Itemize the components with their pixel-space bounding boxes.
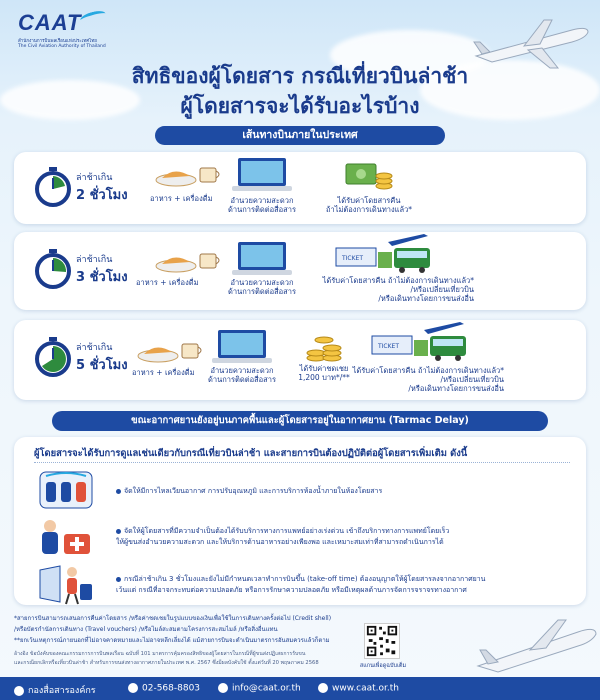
cabin-air-icon <box>36 468 96 512</box>
coins-icon <box>304 330 344 362</box>
money-icon <box>344 160 394 192</box>
delay-card-2h <box>14 152 586 224</box>
delay-label: ล่าช้าเกิน <box>76 343 113 353</box>
item-label: ได้รับค่าชดเชย 1,200 บาท*/** <box>298 364 350 382</box>
footnote-2: /หรือบัตรกำนัลการเดินทาง (Travel vouchers) /หรือไมล์สะสมตามโครงการสะสมไมล์ /หรือสิ่งอื่นแทน <box>14 626 278 633</box>
airplane-icon <box>474 612 600 676</box>
bullet-dot-icon <box>116 529 121 534</box>
footer-email[interactable] <box>218 683 301 694</box>
logo-wordmark: CAAT <box>18 10 82 35</box>
tarmac-bullet <box>116 486 382 497</box>
footer-website-text: www.caat.or.th <box>332 683 399 694</box>
bullet-text: กรณีล่าช้าเกิน 3 ชั่วโมงและยังไม่มีกำหนดเวลาทำการบินขึ้น (take-off time) ต้องอนุญาตให้ผู้โดยสารลงจากอากาศยาน เว้นแต่ กรณีที่อาจกระทบต่อความปลอดภัย หรือการรักษาความปลอดภัย หรือมีเหตุผลด้านการจัดการจราจรทางอากาศ <box>116 575 486 594</box>
qr-code-icon[interactable] <box>364 623 400 659</box>
svg-text:TICKET: TICKET <box>342 255 364 262</box>
item-label: อำนวยความสะดวก ด้านการติดต่อสื่อสาร <box>207 366 276 384</box>
footer-facebook[interactable] <box>14 683 96 697</box>
footnote-1: *สายการบินสามารถเสนอการคืนค่าโดยสาร /หรือค่าชดเชยในรูปแบบของเงินเพื่อใช้ในการเดินทางครั้งต่อไป (Credit shell) <box>14 615 332 622</box>
delay-card-3h <box>14 232 586 310</box>
footer-phone-text: 02-568-8803 <box>142 683 201 694</box>
item-label: ได้รับค่าโดยสารคืน ถ้าไม่ต้องการเดินทางแล้ว* /หรือเปลี่ยนเที่ยวบิน /หรือเดินทางโดยการขนส่งอื่น <box>322 276 474 303</box>
email-icon <box>218 683 228 693</box>
bullet-text: จัดให้ผู้โดยสารที่มีความจำเป็นต้องได้รับบริการทางการแพทย์อย่างเร่งด่วน เข้าถึงบริการทางการแพทย์โดยเร็ว ให้ผู้ขนส่งอำนวยความสะดวก และให้บริการด้านอาหารอย่างเพียงพอ และเหมาะสมเท่าที่สามารถดำเนินการได้ <box>116 527 450 546</box>
footer-email-text: info@caat.or.th <box>232 683 301 694</box>
reference-2: และกรณียกเลิกหรือเที่ยวบินล่าช้า สำหรับการขนส่งทางอากาศภายในประเทศ พ.ศ. 2567 ซึ่งมีผลบังคับใช้ ตั้งแต่วันที่ 20 พฤษภาคม 2568 <box>14 660 319 666</box>
tarmac-bullet <box>116 574 485 596</box>
item-label: อาหาร + เครื่องดื่ม <box>132 368 195 377</box>
phone-icon <box>128 683 138 693</box>
footer-bar <box>0 677 600 700</box>
divider <box>34 462 570 463</box>
delay-hours: 5 ชั่วโมง <box>76 358 128 373</box>
item-label: ได้รับค่าโดยสารคืน ถ้าไม่ต้องการเดินทางแล้ว* /หรือเปลี่ยนเที่ยวบิน /หรือเดินทางโดยการขนส่งอื่น <box>352 366 504 393</box>
tarmac-delay-pill: ขณะอากาศยานยังอยู่บนภาคพื้นและผู้โดยสารอยู่ในอากาศยาน (Tarmac Delay) <box>52 411 548 431</box>
medical-care-icon <box>36 516 96 560</box>
food-drink-icon <box>136 336 206 366</box>
domestic-route-pill: เส้นทางบินภายในประเทศ <box>155 126 445 145</box>
footnote-3: **ยกเว้นเหตุการณ์ภายนอกที่ไม่อาจคาดหมายและไม่อาจหลีกเลี่ยงได้ แม้สายการบินจะดำเนินมาตรการอันสมควรแล้วก็ตาม <box>14 637 330 644</box>
stopwatch-icon <box>34 166 72 208</box>
bullet-text: จัดให้มีการไหลเวียนอากาศ การปรับอุณหภูมิ และการบริการห้องน้ำภายในห้องโดยสาร <box>124 487 383 495</box>
laptop-icon <box>210 328 274 368</box>
reference-1: อ้างอิง ข้อบังคับของคณะกรรมการการบินพลเรือน ฉบับที่ 101 มาตรการคุ้มครองสิทธิของผู้โดยสารในกรณีที่ผู้ขนส่งปฏิเสธการรับขน <box>14 651 306 657</box>
food-drink-icon <box>154 246 224 276</box>
item-label: ได้รับค่าโดยสารคืน ถ้าไม่ต้องการเดินทางแล้ว* <box>325 196 413 214</box>
laptop-icon <box>230 240 294 280</box>
ticket-bus-plane-icon <box>332 234 432 276</box>
item-label: อาหาร + เครื่องดื่ม <box>136 278 199 287</box>
item-label: อำนวยความสะดวก ด้านการติดต่อสื่อสาร <box>227 278 296 296</box>
food-drink-icon <box>154 160 224 190</box>
page-title-line1: สิทธิของผู้โดยสาร กรณีเที่ยวบินล่าช้า <box>131 64 469 88</box>
footer-facebook-text: กองสื่อสารองค์กร <box>28 686 96 696</box>
bullet-dot-icon <box>116 489 121 494</box>
logo-english-name: The Civil Aviation Authority of Thailand <box>18 44 106 49</box>
delay-hours: 2 ชั่วโมง <box>76 188 128 203</box>
delay-card-5h <box>14 320 586 400</box>
disembark-icon <box>36 562 96 606</box>
delay-label: ล่าช้าเกิน <box>76 173 113 183</box>
item-label: อำนวยความสะดวก ด้านการติดต่อสื่อสาร <box>227 196 296 214</box>
caat-logo <box>18 10 106 49</box>
tarmac-heading: ผู้โดยสารจะได้รับการดูแลเช่นเดียวกับกรณีเที่ยวบินล่าช้า และสายการบินต้องปฏิบัติต่อผู้โดยสารเพิ่มเติม ดังนี้ <box>34 448 468 459</box>
stopwatch-icon <box>34 336 72 378</box>
qr-label: สแกนเพื่อดูฉบับเต็ม <box>359 663 407 669</box>
tarmac-bullet <box>116 526 449 548</box>
delay-hours: 3 ชั่วโมง <box>76 270 128 285</box>
logo-thai-name: สำนักงานการบินพลเรือนแห่งประเทศไทย <box>18 39 97 44</box>
svg-text:TICKET: TICKET <box>378 343 400 350</box>
footer-phone[interactable] <box>128 683 200 694</box>
item-label: อาหาร + เครื่องดื่ม <box>150 194 213 203</box>
delay-label: ล่าช้าเกิน <box>76 255 113 265</box>
page-title-line2: ผู้โดยสารจะได้รับอะไรบ้าง <box>180 94 420 118</box>
ticket-bus-plane-icon <box>368 322 468 364</box>
globe-icon <box>318 683 328 693</box>
laptop-icon <box>230 156 294 196</box>
facebook-icon <box>14 686 24 696</box>
stopwatch-icon <box>34 248 72 290</box>
bullet-dot-icon <box>116 577 121 582</box>
footer-website[interactable] <box>318 683 399 694</box>
